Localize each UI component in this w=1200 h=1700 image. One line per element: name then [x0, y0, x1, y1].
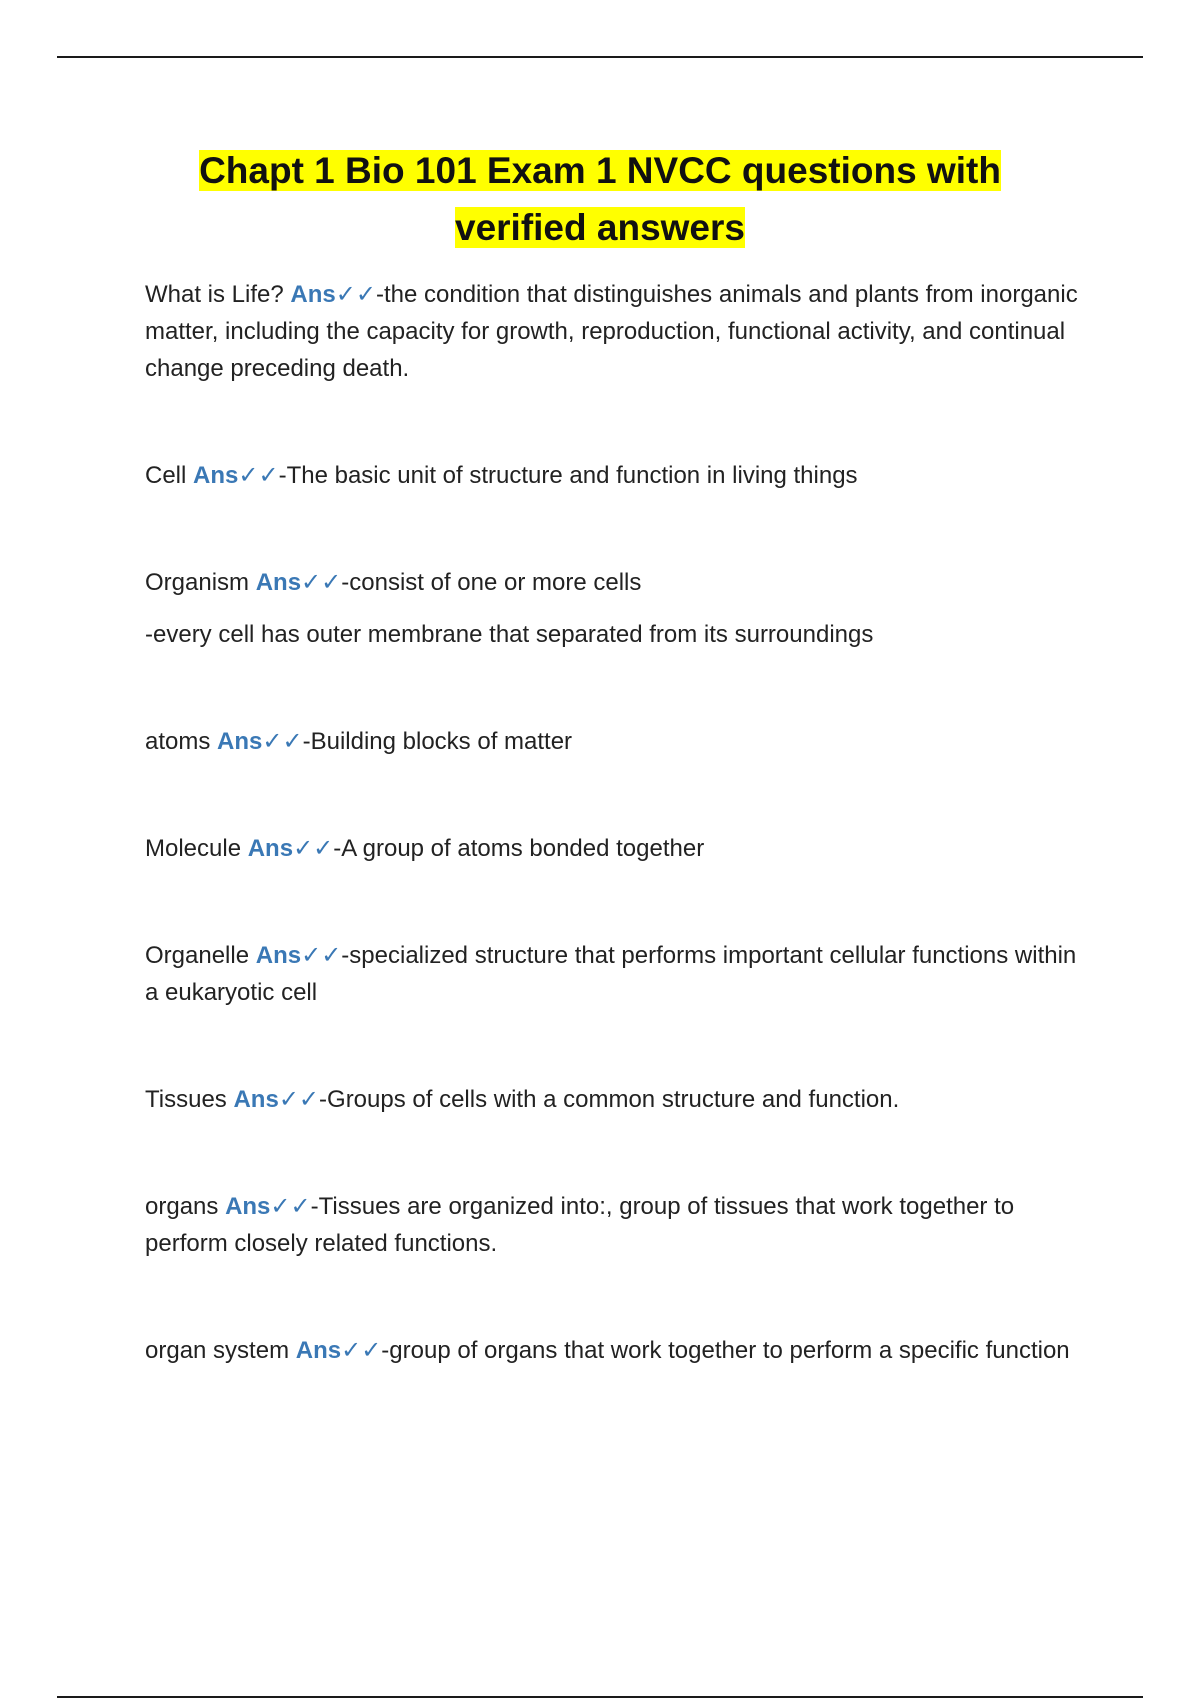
definition: -the condition that distinguishes animals and plants from inorganic matter, including the capacity for growth, reproduction, functional activity, and continual change preceding death.	[145, 281, 1078, 382]
qa-item-tissues	[145, 1081, 1095, 1118]
qa-item-organs	[145, 1188, 1095, 1262]
definition: -Groups of cells with a common structure and function.	[319, 1086, 900, 1113]
qa-item-cell	[145, 457, 1095, 494]
qa-item-organism	[145, 564, 1095, 601]
definition: -A group of atoms bonded together	[333, 835, 705, 862]
check-icon: ✓✓	[262, 728, 303, 755]
ans-label: Ans	[290, 281, 336, 308]
qa-item-organ-system	[145, 1332, 1095, 1369]
check-icon: ✓✓	[335, 281, 376, 308]
ans-label: Ans	[255, 942, 302, 969]
term: Tissues	[145, 1086, 227, 1113]
definition: -specialized structure that performs important cellular functions within a eukaryotic cell	[145, 942, 1077, 1006]
ans-label: Ans	[217, 728, 263, 755]
definition: -group of organs that work together to perform a specific function	[381, 1337, 1070, 1364]
term: organs	[145, 1193, 219, 1220]
check-icon: ✓✓	[341, 1337, 382, 1364]
check-icon: ✓✓	[270, 1193, 311, 1220]
check-icon: ✓✓	[301, 569, 342, 596]
definition: -Building blocks of matter	[302, 728, 573, 755]
qa-item-molecule	[145, 830, 1095, 867]
qa-item-what-is-life	[145, 276, 1095, 387]
check-icon: ✓✓	[301, 942, 342, 969]
ans-label: Ans	[225, 1193, 271, 1220]
qa-item-organism-extra: -every cell has outer membrane that separated from its surroundings	[145, 621, 874, 648]
ans-label: Ans	[255, 569, 302, 596]
qa-item-organelle	[145, 937, 1095, 1011]
title-line-2: verified answers	[455, 207, 745, 248]
ans-label: Ans	[193, 462, 239, 489]
definition: -The basic unit of structure and function in living things	[278, 462, 858, 489]
term: organ system	[145, 1337, 290, 1364]
footer-rule	[57, 1696, 1143, 1698]
term: What is Life?	[145, 281, 284, 308]
definition: -Tissues are organized into:, group of tissues that work together to perform closely related functions.	[145, 1193, 1015, 1257]
term: Organelle	[145, 942, 250, 969]
header-rule	[57, 56, 1143, 58]
qa-list	[145, 276, 1095, 1369]
ans-label: Ans	[233, 1086, 279, 1113]
document-title	[100, 142, 1100, 256]
check-icon: ✓✓	[293, 835, 334, 862]
definition: -consist of one or more cells	[341, 569, 642, 596]
term: atoms	[145, 728, 211, 755]
check-icon: ✓✓	[278, 1086, 320, 1113]
term: Molecule	[145, 835, 242, 862]
title-line-1: Chapt 1 Bio 101 Exam 1 NVCC questions with	[199, 150, 1001, 191]
term: Cell	[145, 462, 187, 489]
ans-label: Ans	[247, 835, 294, 862]
term: Organism	[145, 569, 250, 596]
qa-item-atoms	[145, 723, 1095, 760]
ans-label: Ans	[295, 1337, 342, 1364]
check-icon: ✓✓	[238, 462, 279, 489]
